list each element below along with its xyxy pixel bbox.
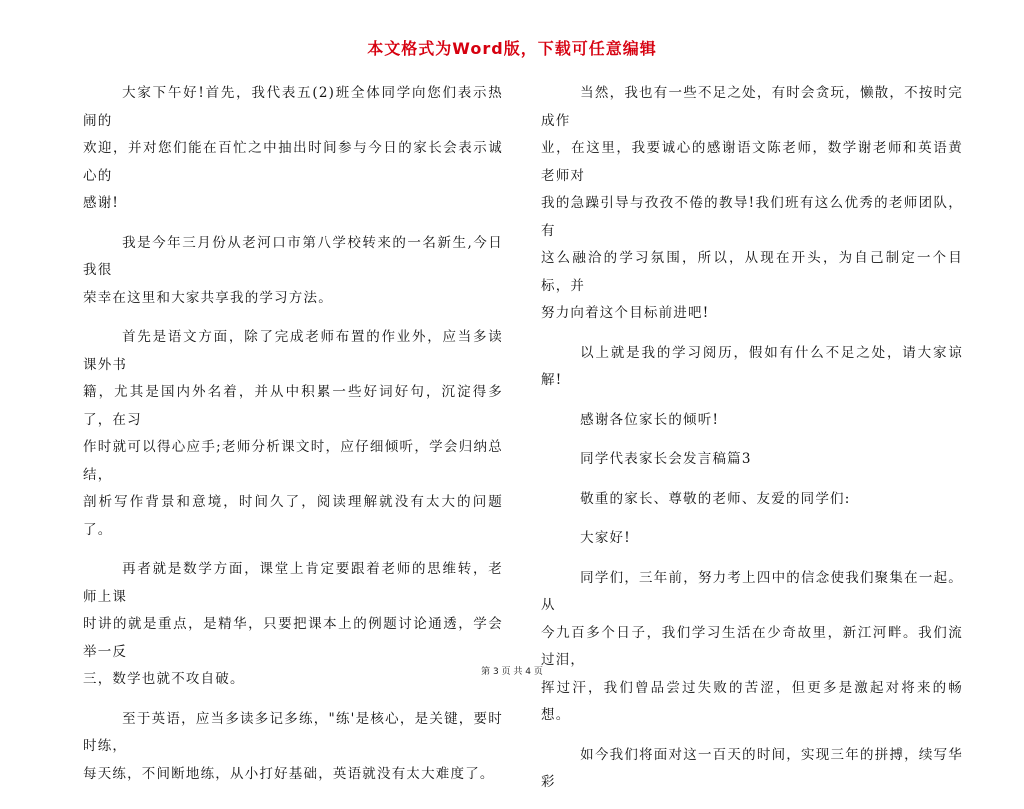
- text-line: 三，数学也就不攻自破。: [83, 671, 245, 687]
- text-line: 我的急躁引导与孜孜不倦的教导!我们班有这么优秀的老师团队，有: [541, 195, 963, 239]
- paragraph: [541, 525, 963, 553]
- text-line: 首先是语文方面，除了完成老师布置的作业外，应当多读课外书: [83, 329, 503, 373]
- text-line: 再者就是数学方面，课堂上肯定要跟着老师的思维转，老师上课: [83, 561, 503, 605]
- text-line: 敬重的家长、尊敬的老师、友爱的同学们:: [580, 490, 851, 507]
- format-notice-banner: 本文格式为Word版，下载可任意编辑: [367, 39, 657, 58]
- paragraph: [541, 80, 963, 328]
- paragraph: [541, 486, 963, 514]
- text-line: 这么融洽的学习氛围，所以，从现在开头，为自己制定一个目标，并: [541, 250, 963, 294]
- text-line: 至于英语，应当多读多记多练，"练'是核心，是关键，要时时练，: [83, 710, 503, 754]
- text-line: 同学们，三年前，努力考上四中的信念使我们聚集在一起。从: [541, 569, 963, 613]
- text-line: 大家下午好!首先，我代表五(2)班全体同学向您们表示热闹的: [83, 85, 503, 129]
- text-line: 当然，我也有一些不足之处，有时会贪玩，懒散，不按时完成作: [541, 85, 963, 129]
- text-line: 如今我们将面对这一百天的时间，实现三年的拼搏，续写华彩: [541, 746, 963, 790]
- text-line: 同学代表家长会发言稿篇3: [580, 451, 752, 467]
- text-line: 大家好!: [580, 530, 631, 546]
- paragraph: [541, 742, 963, 797]
- text-line: 业，在这里，我要诚心的感谢语文陈老师，数学谢老师和英语黄老师对: [541, 140, 963, 184]
- page-number-footer: 第 3 页 共 4 页: [481, 667, 543, 677]
- left-text-column: [83, 80, 503, 800]
- paragraph: [541, 407, 963, 435]
- paragraph: [83, 706, 503, 789]
- text-line: 每天练，不间断地练，从小打好基础，英语就没有太大难度了。: [83, 765, 495, 782]
- text-line: 挥过汗，我们曾品尝过失败的苦涩，但更多是激起对将来的畅想。: [541, 679, 963, 723]
- text-line: 努力向着这个目标前进吧!: [541, 305, 710, 321]
- paragraph: [541, 446, 963, 474]
- right-text-column: [541, 80, 963, 809]
- text-line: 籍，尤其是国内外名着，并从中积累一些好词好句，沉淀得多了，在习: [83, 384, 503, 428]
- text-line: 以上就是我的学习阅历，假如有什么不足之处，请大家谅解!: [541, 344, 963, 388]
- text-line: 感谢各位家长的倾听!: [580, 411, 720, 428]
- text-line: 感谢!: [83, 195, 120, 211]
- paragraph: [83, 324, 503, 544]
- text-line: 今九百多个日子，我们学习生活在少奇故里，新江河畔。我们流过泪，: [541, 624, 963, 668]
- paragraph: [83, 230, 503, 313]
- text-line: 作时就可以得心应手;老师分析课文时，应仔细倾听，学会归纳总结，: [83, 439, 503, 483]
- text-line: 我是今年三月份从老河口市第八学校转来的一名新生,今日我很: [83, 234, 503, 278]
- text-line: 荣幸在这里和大家共享我的学习方法。: [83, 289, 333, 306]
- paragraph: [83, 80, 503, 218]
- paragraph: [541, 565, 963, 730]
- text-line: 时讲的就是重点，是精华，只要把课本上的例题讨论通透，学会举一反: [83, 616, 503, 660]
- text-line: 剖析写作背景和意境，时间久了，阅读理解就没有太大的问题了。: [83, 494, 503, 538]
- paragraph: [541, 340, 963, 395]
- text-line: 欢迎，并对您们能在百忙之中抽出时间参与今日的家长会表示诚心的: [83, 140, 503, 184]
